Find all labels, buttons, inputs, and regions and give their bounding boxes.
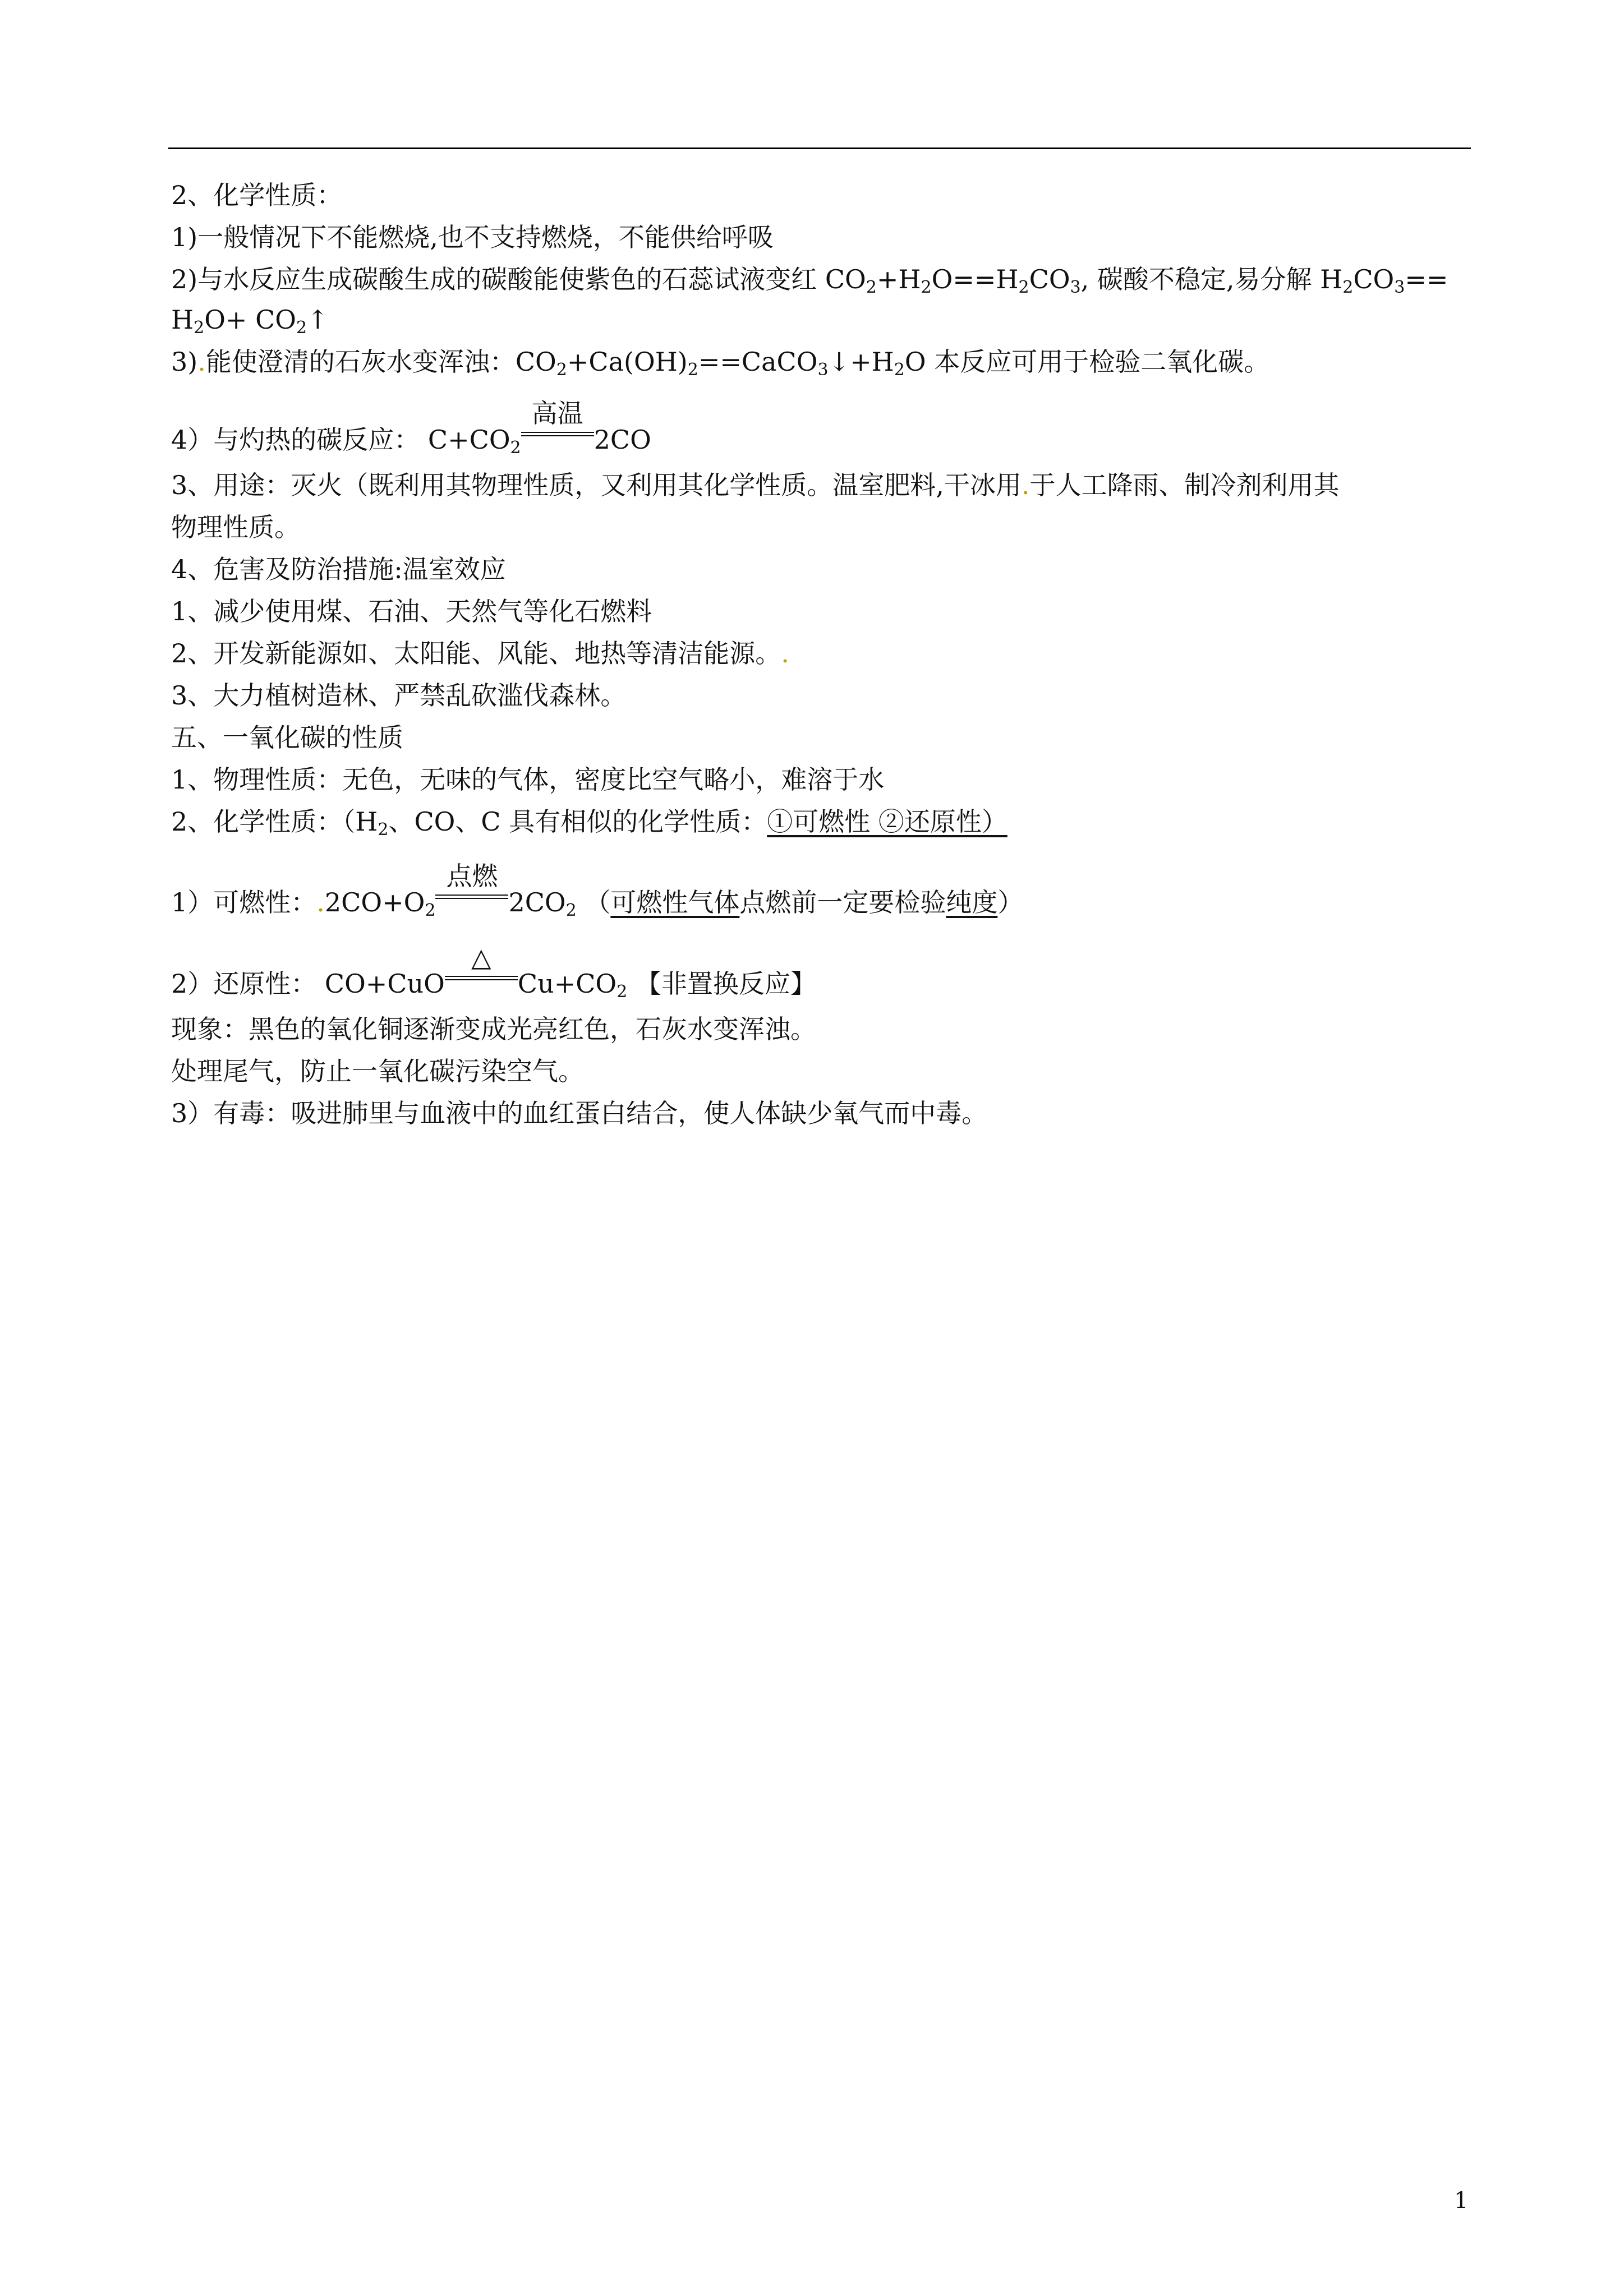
header-rule xyxy=(168,147,1471,149)
page-number: 1 xyxy=(1454,2188,1469,2214)
co-reducibility: 2）还原性： CO+CuO △ $Cu+CO_2$ 【非置换反应】 xyxy=(171,942,816,1002)
uses-line-2: 物理性质。 xyxy=(171,512,300,542)
section-co-properties: 五、一氧化碳的性质 xyxy=(171,722,403,753)
hazards-heading: 4、危害及防治措施:温室效应 xyxy=(171,554,506,584)
section-chemical-properties: 2、化学性质： xyxy=(171,180,343,210)
property-4-equation: 4）与灼热的碳反应： $C+CO_2$ 高温 2CO xyxy=(171,398,651,458)
co-toxicity: 3）有毒：吸进肺里与血液中的血红蛋白结合，使人体缺少氧气而中毒。 xyxy=(171,1098,988,1128)
co-physical-properties: 1、物理性质：无色，无味的气体，密度比空气略小，难溶于水 xyxy=(171,764,885,795)
phenomenon: 现象：黑色的氧化铜逐渐变成光亮红色，石灰水变浑浊。 xyxy=(171,1014,816,1044)
property-1: 1)一般情况下不能燃烧,也不支持燃烧，不能供给呼吸 xyxy=(171,222,774,252)
property-3: 3).能使澄清的石灰水变浑浊：$CO_2+Ca(OH)_2==CaCO_3↓+H_2O$ 本反应可用于检验二氧化碳。 xyxy=(171,347,1270,380)
measure-1: 1、减少使用煤、石油、天然气等化石燃料 xyxy=(171,596,652,626)
tail-gas-treatment: 处理尾气，防止一氧化碳污染空气。 xyxy=(171,1056,584,1086)
co-flammability: 1）可燃性：$.2CO+O_2$ 点燃 $2CO_2$ （可燃性气体点燃前一定要检验纯度） xyxy=(171,861,1024,920)
measure-2: 2、开发新能源如、太阳能、风能、地热等清洁能源。. xyxy=(171,638,789,668)
reaction-condition-high-temp: 高温 xyxy=(521,415,594,449)
reaction-condition-heat: △ xyxy=(445,959,518,993)
property-2: 2)与水反应生成碳酸生成的碳酸能使紫色的石蕊试液变红 $CO_2+H_2O==H_2CO_3$, 碳酸不稳定,易分解 $H_2CO_3==$ xyxy=(171,264,1448,297)
reaction-condition-ignite: 点燃 xyxy=(435,878,508,911)
property-2-cont: $H_2O+$ $CO_2↑$ xyxy=(171,305,329,338)
uses-line-1: 3、用途：灭火（既利用其物理性质，又利用其化学性质。温室肥料,干冰用.于人工降雨、制冷剂利用其 xyxy=(171,470,1340,500)
co-chemical-properties: 2、化学性质：（$H_2$、CO、C 具有相似的化学性质：①可燃性 ②还原性） xyxy=(171,806,1007,840)
measure-3: 3、大力植树造林、严禁乱砍滥伐森林。 xyxy=(171,680,627,711)
